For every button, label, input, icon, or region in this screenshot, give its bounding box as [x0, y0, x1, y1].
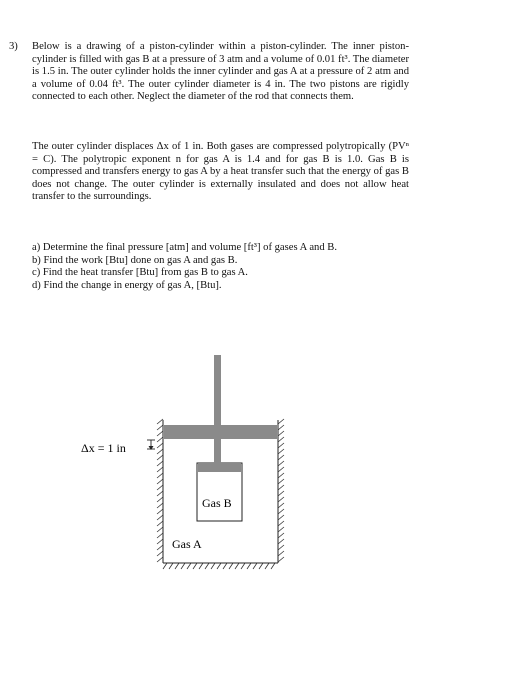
- task-d: d) Find the change in energy of gas A, [Btu].: [32, 279, 222, 291]
- gas-b-label: Gas B: [202, 496, 232, 510]
- task-b: b) Find the work [Btu] done on gas A and gas B.: [32, 254, 238, 266]
- problem-paragraph-2: The outer cylinder displaces Δx of 1 in. Both gases are compressed polytropically (PVⁿ = C). The polytropic exponent n for gas A is 1.4 and for gas B is 1.0. Gas B is compressed and transfers energy to gas A by a heat transfer such that the energy of gas B does not change. The outer cylinder is externally insulated and does not allow heat transfer to the surroundings.: [32, 141, 409, 203]
- inner-piston: [198, 463, 241, 472]
- task-c: c) Find the heat transfer [Btu] from gas B to gas A.: [32, 267, 248, 279]
- outer-wall-hatch-left: [157, 419, 163, 562]
- piston-rod-lower: [214, 439, 221, 464]
- gas-a-label: Gas A: [172, 537, 202, 551]
- problem-paragraph-1: Below is a drawing of a piston-cylinder within a piston-cylinder. The inner piston-cylinder is filled with gas B at a pressure of 3 atm and a volume of 0.01 ft³. The diameter is 1.5 in. The outer cylinder holds the inner cylinder and gas A at a pressure of 2 atm and a volume of 0.04 ft³. The outer cylinder diameter is 4 in. The two pistons are rigidly connected to each other. Neglect the diameter of the rod that connects them.: [32, 41, 409, 103]
- question-number: 3): [9, 41, 18, 52]
- outer-wall-hatch-right: [278, 419, 284, 562]
- dx-label: Δx = 1 in: [81, 441, 126, 455]
- outer-wall-hatch-bottom: [163, 563, 275, 569]
- task-a: a) Determine the final pressure [atm] and volume [ft³] of gases A and B.: [32, 242, 337, 253]
